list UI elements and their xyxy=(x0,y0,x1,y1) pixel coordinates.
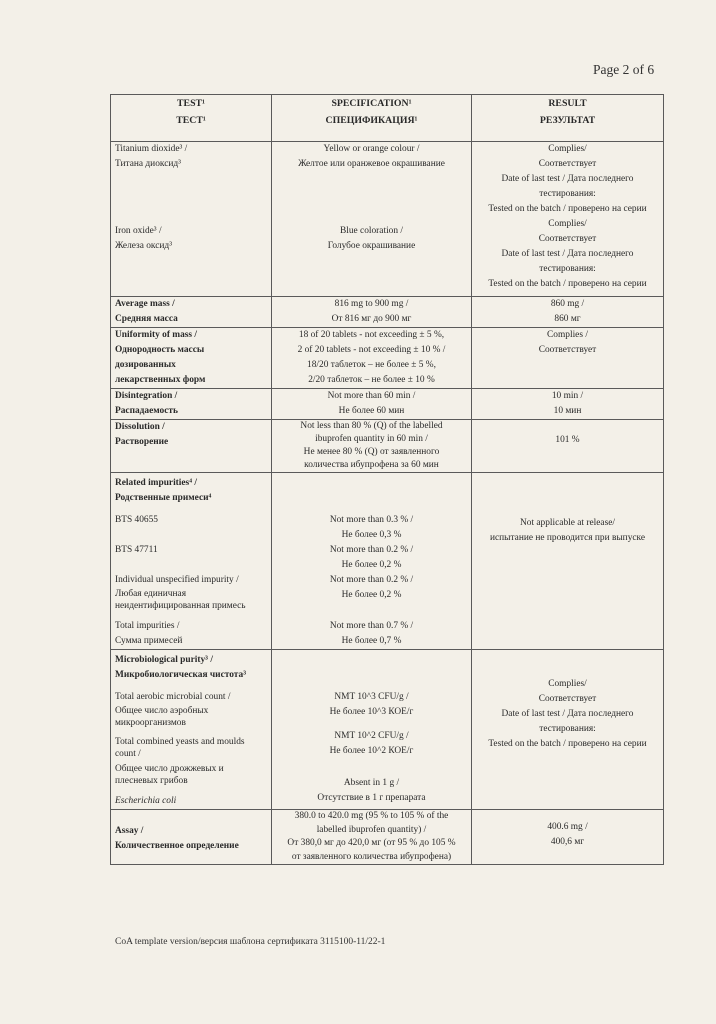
table-row xyxy=(111,389,664,420)
dissolution-test: Dissolution / Растворение xyxy=(111,420,272,473)
micro-result: Complies/ Соответствует Date of last test / Дата последнего тестирования: Tested on the batch / проверено на серии xyxy=(472,650,664,810)
uniformity-result: Complies / Соответствует xyxy=(472,328,664,389)
assay-test: Assay / Количественное определение xyxy=(111,810,272,865)
uniformity-test: Uniformity of mass / Однородность массы дозированных лекарственных форм xyxy=(111,328,272,389)
header-result: RESULT РЕЗУЛЬТАТ xyxy=(472,95,664,142)
disintegration-spec: Not more than 60 min / Не более 60 мин xyxy=(272,389,472,420)
table-row xyxy=(111,328,664,389)
micro-test: Microbiological purity³ / Микробиологическая чистота³ Total aerobic microbial count / Общее число аэробных микроорганизмов Total combined yeasts and moulds count / Общее число дрожжевых и плесневых грибов Escherichia coli xyxy=(111,650,272,810)
assay-result: 400.6 mg / 400,6 мг xyxy=(472,810,664,865)
uniformity-spec: 18 of 20 tablets - not exceeding ± 5 %, 2 of 20 tablets - not exceeding ± 10 % / 18/20 таблеток – не более ± 5 %, 2/20 таблеток – не более ± 10 % xyxy=(272,328,472,389)
disintegration-test: Disintegration / Распадаемость xyxy=(111,389,272,420)
template-version-footer: CoA template version/версия шаблона сертификата 3115100-11/22-1 xyxy=(115,937,386,947)
colourants-spec: Yellow or orange colour / Желтое или оранжевое окрашивание Blue coloration / Голубое окрашивание xyxy=(272,142,472,297)
colourants-test: Titanium dioxide³ / Титана диоксид³ Iron oxide³ / Железа оксид³ xyxy=(111,142,272,297)
header-specification: SPECIFICATION¹ СПЕЦИФИКАЦИЯ¹ xyxy=(272,95,472,142)
assay-spec: 380.0 to 420.0 mg (95 % to 105 % of the labelled ibuprofen quantity) / От 380,0 мг до 420,0 мг (от 95 % до 105 % от заявленного количества ибупрофена) xyxy=(272,810,472,865)
table-row xyxy=(111,420,664,473)
dissolution-spec: Not less than 80 % (Q) of the labelled ibuprofen quantity in 60 min / Не менее 80 % (Q) от заявленного количества ибупрофена за 60 мин xyxy=(272,420,472,473)
average-mass-test: Average mass / Средняя масса xyxy=(111,297,272,328)
table-row xyxy=(111,650,664,810)
impurities-spec: Not more than 0.3 % / Не более 0,3 % Not more than 0.2 % / Не более 0,2 % Not more than 0.2 % / Не более 0,2 % Not more than 0.7 % / Не более 0,7 % xyxy=(272,473,472,650)
impurities-test: Related impurities⁴ / Родственные примеси⁴ BTS 40655 BTS 47711 Individual unspecified impurity / Любая единичная неидентифицированная примесь Total impurities / Сумма примесей xyxy=(111,473,272,650)
disintegration-result: 10 min / 10 мин xyxy=(472,389,664,420)
average-mass-result: 860 mg / 860 мг xyxy=(472,297,664,328)
coa-table xyxy=(110,94,664,865)
colourants-result: Complies/ Соответствует Date of last test / Дата последнего тестирования: Tested on the batch / проверено на серии Complies/ Соответствует Date of last test / Дата последнего тестирования: Tested on the batch / проверено на серии xyxy=(472,142,664,297)
table-row xyxy=(111,810,664,865)
table-row xyxy=(111,297,664,328)
dissolution-result: 101 % xyxy=(472,420,664,473)
page-number: Page 2 of 6 xyxy=(593,62,655,77)
average-mass-spec: 816 mg to 900 mg / От 816 мг до 900 мг xyxy=(272,297,472,328)
table-header-row xyxy=(111,95,664,142)
table-row xyxy=(111,473,664,650)
header-test: TEST¹ ТЕСТ¹ xyxy=(111,95,272,142)
micro-spec: NMT 10^3 CFU/g / Не более 10^3 КОЕ/г NMT 10^2 CFU/g / Не более 10^2 КОЕ/г Absent in 1 g / Отсутствие в 1 г препарата xyxy=(272,650,472,810)
impurities-result: Not applicable at release/ испытание не проводится при выпуске xyxy=(472,473,664,650)
table-row xyxy=(111,142,664,297)
